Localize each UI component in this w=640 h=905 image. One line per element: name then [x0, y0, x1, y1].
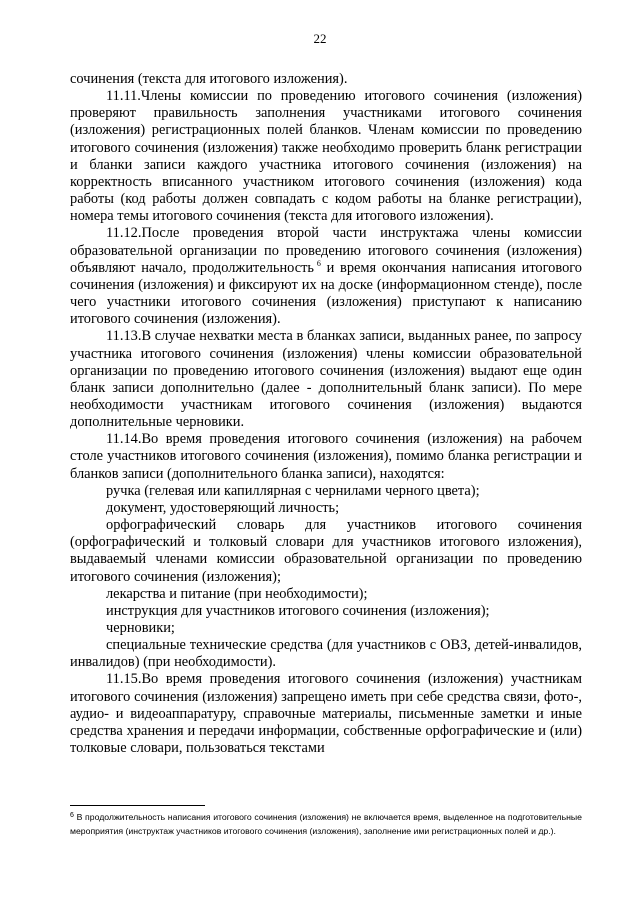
- paragraph-11-13: 11.13.В случае нехватки места в бланках записи, выданных ранее, по запросу участника итогового сочинения (изложения) члены комиссии образовательной организации по проведению итогового сочинения (изложения) выдают еще один бланк записи дополнительно (далее - дополнительный бланк записи). По мере необходимости участникам итогового сочинения (изложения) выдаются дополнительные черновики.: [70, 328, 582, 431]
- footnote-reference: 6: [316, 258, 321, 268]
- footnote: [70, 810, 582, 838]
- paragraph-11-14: 11.14.Во время проведения итогового сочинения (изложения) на рабочем столе участников итогового сочинения (изложения), помимо бланка регистрации и бланков записи (дополнительного бланка записи), находятся:: [70, 431, 582, 482]
- list-item-id-document: документ, удостоверяющий личность;: [106, 499, 340, 516]
- footnote-mark: 6: [70, 812, 74, 819]
- list-item-medicine: лекарства и питание (при необходимости);: [106, 585, 368, 602]
- list-item-pen: ручка (гелевая или капиллярная с чернилами черного цвета);: [106, 482, 480, 499]
- list-item-instruction: инструкция для участников итогового сочинения (изложения);: [106, 602, 490, 619]
- footnote-separator: [70, 805, 205, 806]
- paragraph-continuation: сочинения (текста для итогового изложения).: [70, 71, 348, 87]
- list-item-special-means: специальные технические средства (для участников с ОВЗ, детей-инвалидов, инвалидов) (при необходимости).: [70, 637, 582, 671]
- paragraph-11-12: [70, 225, 582, 328]
- list-item-drafts: черновики;: [106, 620, 175, 636]
- list-item-dictionary: орфографический словарь для участников итогового сочинения (орфографический и толковый словари для участников итогового изложения), выдаваемый членами комиссии образовательной организации по проведению итогового сочинения (изложения);: [70, 517, 582, 585]
- paragraph-11-12-end: и время окончания написания итогового сочинения (изложения) и фиксируют их на доске (информационном стенде), после чего участники итогового сочинения (изложения) приступают к написанию итогового сочинения (изложения).: [70, 259, 582, 328]
- paragraph-11-11: 11.11.Члены комиссии по проведению итогового сочинения (изложения) проверяют правильность заполнения участниками итогового сочинения (изложения) регистрационных полей бланков. Членам комиссии по проведению итогового сочинения (изложения) также необходимо проверить бланк регистрации и бланки записи каждого участника итогового сочинения (изложения) на корректность вписанного участником итогового сочинения (изложения) кода работы (код работы должен совпадать с кодом работы на бланке регистрации), номера темы итогового сочинения (текста для итогового изложения).: [70, 88, 582, 225]
- paragraph-11-15: 11.15.Во время проведения итогового сочинения (изложения) участникам итогового сочинения (изложения) запрещено иметь при себе средства связи, фото-, аудио- и видеоаппаратуру, справочные материалы, письменные заметки и иные средства хранения и передачи информации, собственные орфографические и (или) толковые словари, пользоваться текстами: [70, 671, 582, 757]
- document-body: [70, 71, 582, 757]
- footnote-text: В продолжительность написания итогового сочинения (изложения) не включается время, выделенное на подготовительные мероприятия (инструктаж участников итогового сочинения (изложения), заполнение ими регистрационных полей и др.).: [70, 812, 582, 836]
- page-number: 22: [313, 31, 327, 46]
- paragraph-11-12-start: 11.12.После проведения второй части инструктажа члены комиссии образовательной организации по проведению итогового сочинения (изложения) объявляют начало, продолжительность: [70, 225, 582, 276]
